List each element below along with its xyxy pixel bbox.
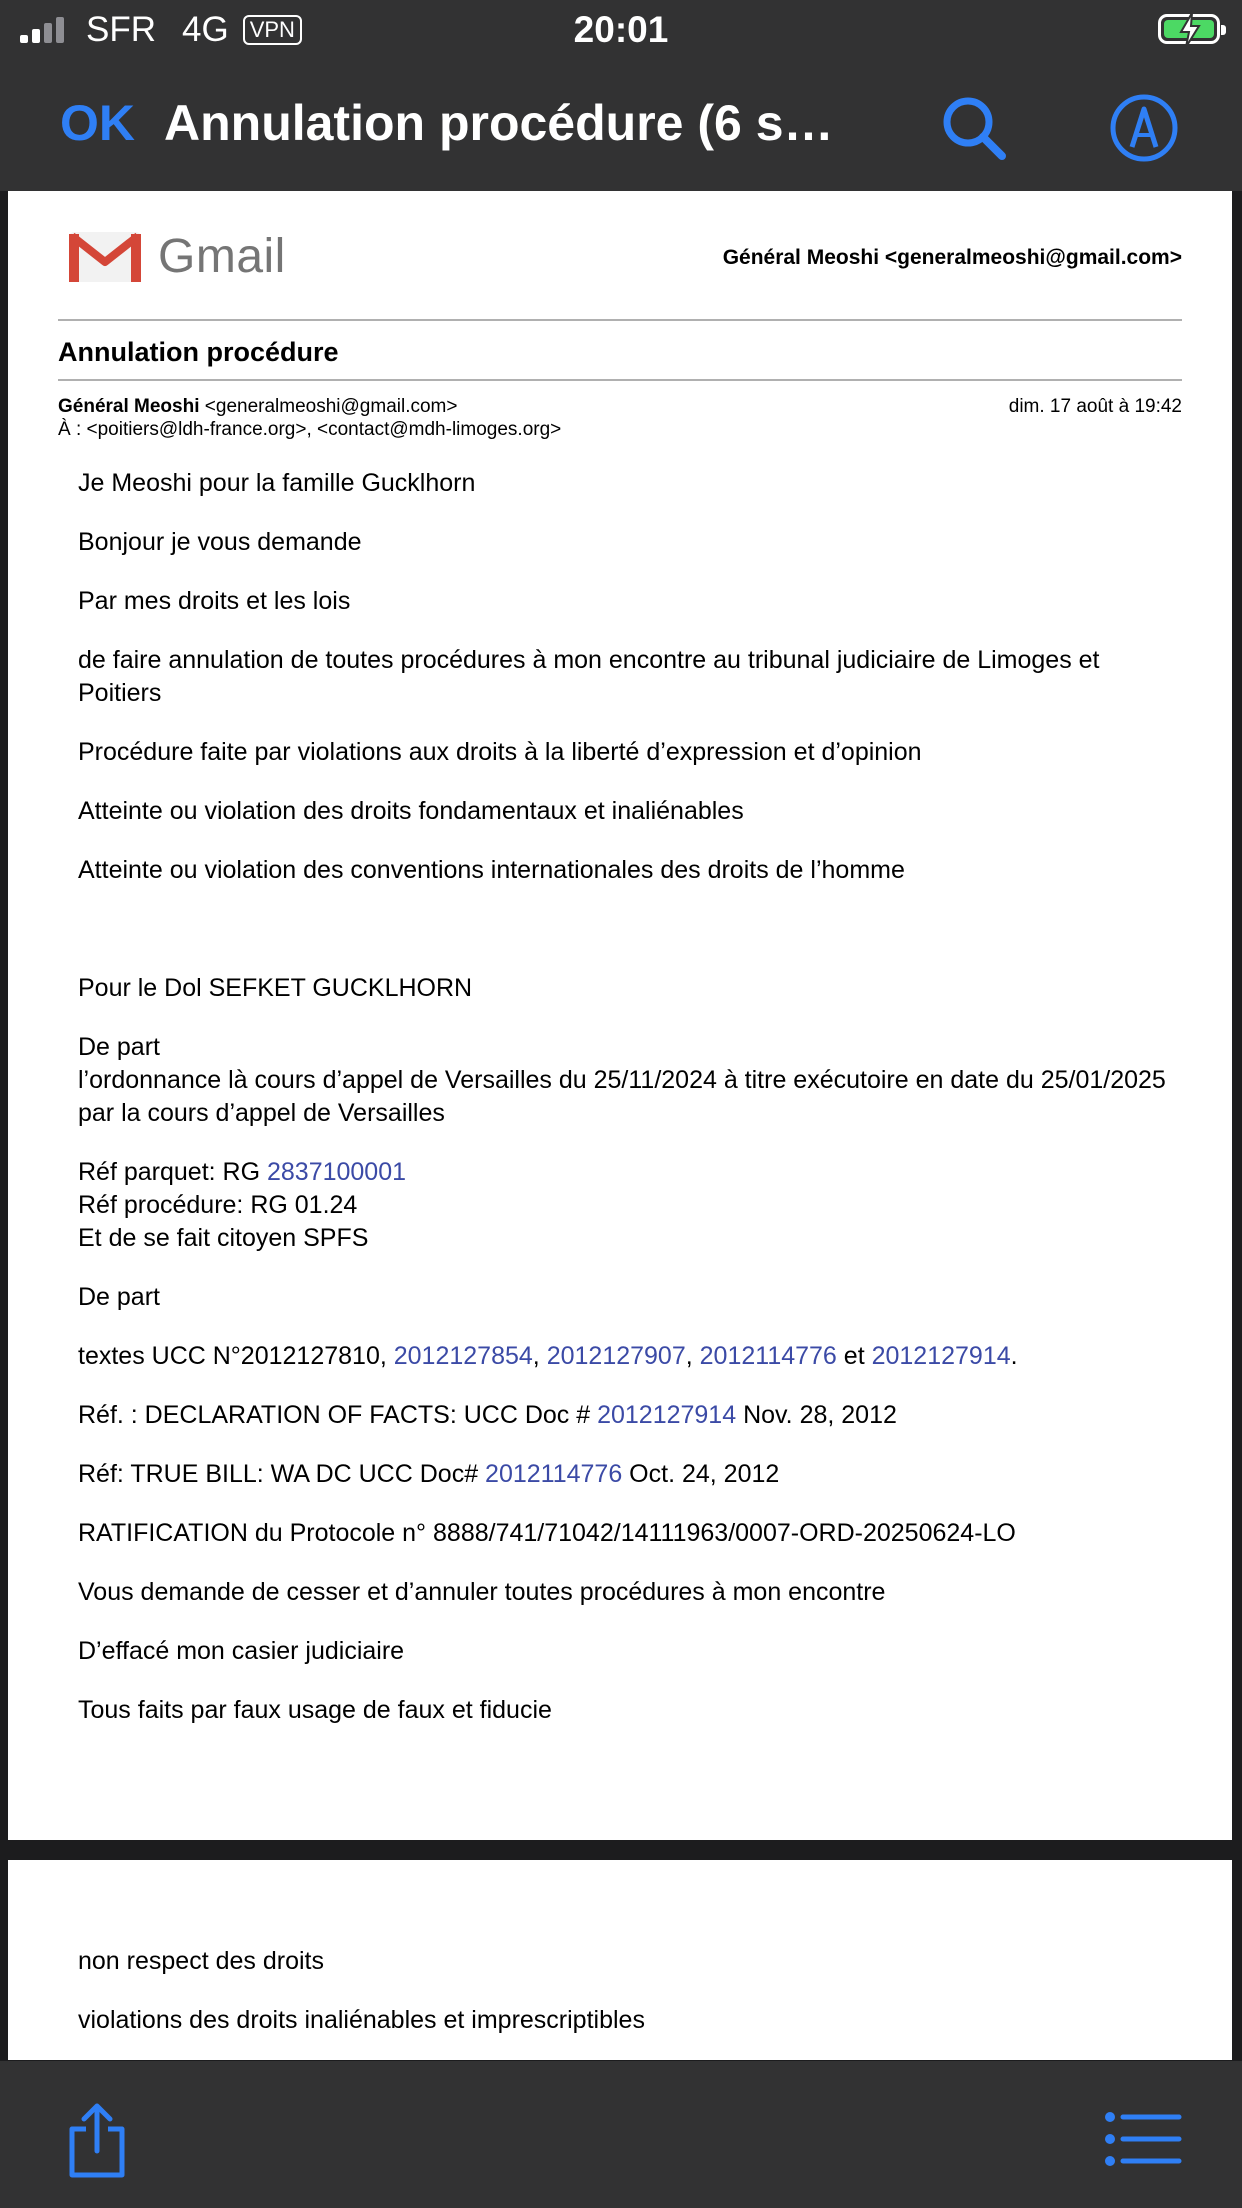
share-icon[interactable]: [62, 2101, 132, 2181]
network-type: 4G: [182, 10, 229, 49]
body-paragraph: [78, 1031, 1178, 1130]
divider: [58, 379, 1182, 381]
markup-icon[interactable]: [1108, 92, 1180, 164]
ucc-end: .: [1010, 1342, 1018, 1370]
from-email: <generalmeoshi@gmail.com>: [204, 396, 458, 417]
account-address: Général Meoshi <generalmeoshi@gmail.com>: [722, 246, 1182, 269]
body-paragraph: RATIFICATION du Protocole n° 8888/741/71042/14111963/0007-ORD-20250624-LO: [78, 1519, 1016, 1547]
pdf-page-2[interactable]: [8, 1860, 1232, 2060]
body-paragraph: Tous faits par faux usage de faux et fiducie: [78, 1696, 552, 1724]
search-icon[interactable]: [938, 92, 1010, 164]
body-line: De part: [78, 1033, 160, 1061]
document-title: Annulation procédure (6 s…: [164, 95, 834, 151]
from-name: Général Meoshi: [58, 396, 200, 417]
email-from: [58, 396, 457, 418]
battery-charging-icon: [1158, 14, 1220, 44]
body-paragraph: De part: [78, 1283, 160, 1311]
bottom-toolbar: [0, 2061, 1242, 2208]
ref-parquet-link[interactable]: 2837100001: [266, 1158, 407, 1186]
status-bar: [0, 0, 1242, 64]
ucc-link[interactable]: 2012127854: [393, 1342, 533, 1370]
gmail-wordmark: Gmail: [158, 230, 286, 283]
body-line: l’ordonnance là cours d’appel de Versailles du 25/11/2024 à titre exécutoire en date du 25/01/2025 par la cours d’appel de Versailles: [78, 1066, 1166, 1127]
pdf-page-1[interactable]: [8, 191, 1232, 1840]
body-paragraph: de faire annulation de toutes procédures à mon encontre au tribunal judiciaire de Limoges et Poitiers: [78, 646, 1100, 707]
body-paragraph: Atteinte ou violation des droits fondamentaux et inaliénables: [78, 797, 744, 825]
body-paragraph: Atteinte ou violation des conventions internationales des droits de l’homme: [78, 856, 905, 884]
bill-suffix: Oct. 24, 2012: [622, 1460, 780, 1488]
body-paragraph: Pour le Dol SEFKET GUCKLHORN: [78, 974, 473, 1002]
email-to: À : <poitiers@ldh-france.org>, <contact@mdh-limoges.org>: [58, 419, 562, 440]
body-paragraph: Par mes droits et les lois: [78, 587, 351, 615]
list-icon[interactable]: [1103, 2109, 1183, 2169]
bill-prefix: Réf: TRUE BILL: WA DC UCC Doc#: [78, 1460, 486, 1488]
ucc-link[interactable]: 2012127907: [546, 1342, 686, 1370]
status-time: 20:01: [573, 9, 669, 50]
gmail-header: [68, 229, 286, 284]
ucc-link[interactable]: 2012114776: [699, 1342, 837, 1370]
citoyen-line: Et de se fait citoyen SPFS: [78, 1224, 369, 1252]
navigation-bar: [0, 64, 1242, 191]
true-bill-paragraph: [78, 1458, 1178, 1491]
ucc-sep: ,: [685, 1342, 700, 1370]
decl-link[interactable]: 2012127914: [597, 1401, 737, 1429]
ucc-link[interactable]: 2012127914: [871, 1342, 1011, 1370]
body-paragraph: Je Meoshi pour la famille Gucklhorn: [78, 469, 476, 497]
bill-link[interactable]: 2012114776: [485, 1460, 623, 1488]
body-paragraph: non respect des droits: [78, 1947, 324, 1975]
done-button[interactable]: OK: [60, 95, 135, 151]
body-paragraph: violations des droits inaliénables et imprescriptibles: [78, 2006, 645, 2034]
decl-prefix: Réf. : DECLARATION OF FACTS: UCC Doc #: [78, 1401, 598, 1429]
body-paragraph: Vous demande de cesser et d’annuler toutes procédures à mon encontre: [78, 1578, 886, 1606]
ref-parquet-label: Réf parquet: RG: [78, 1158, 267, 1186]
declaration-paragraph: [78, 1399, 1178, 1432]
ucc-sep: ,: [532, 1342, 547, 1370]
gmail-logo-icon: [68, 230, 142, 284]
body-paragraph: Bonjour je vous demande: [78, 528, 362, 556]
decl-suffix: Nov. 28, 2012: [736, 1401, 897, 1429]
ucc-and: et: [836, 1342, 872, 1370]
vpn-badge: VPN: [243, 15, 302, 45]
body-paragraph: D’effacé mon casier judiciaire: [78, 1637, 405, 1665]
body-paragraph: [78, 1156, 1178, 1255]
email-body: [78, 467, 1178, 1753]
divider: [58, 319, 1182, 321]
ucc-prefix: textes UCC N°2012127810,: [78, 1342, 394, 1370]
email-body-continued: [78, 1945, 1178, 2060]
ref-procedure: Réf procédure: RG 01.24: [78, 1191, 358, 1219]
body-paragraph: Procédure faite par violations aux droits à la liberté d’expression et d’opinion: [78, 738, 922, 766]
email-date: dim. 17 août à 19:42: [1008, 396, 1182, 417]
email-subject: Annulation procédure: [58, 337, 339, 367]
ucc-paragraph: [78, 1340, 1178, 1373]
carrier-name: SFR: [86, 10, 156, 49]
